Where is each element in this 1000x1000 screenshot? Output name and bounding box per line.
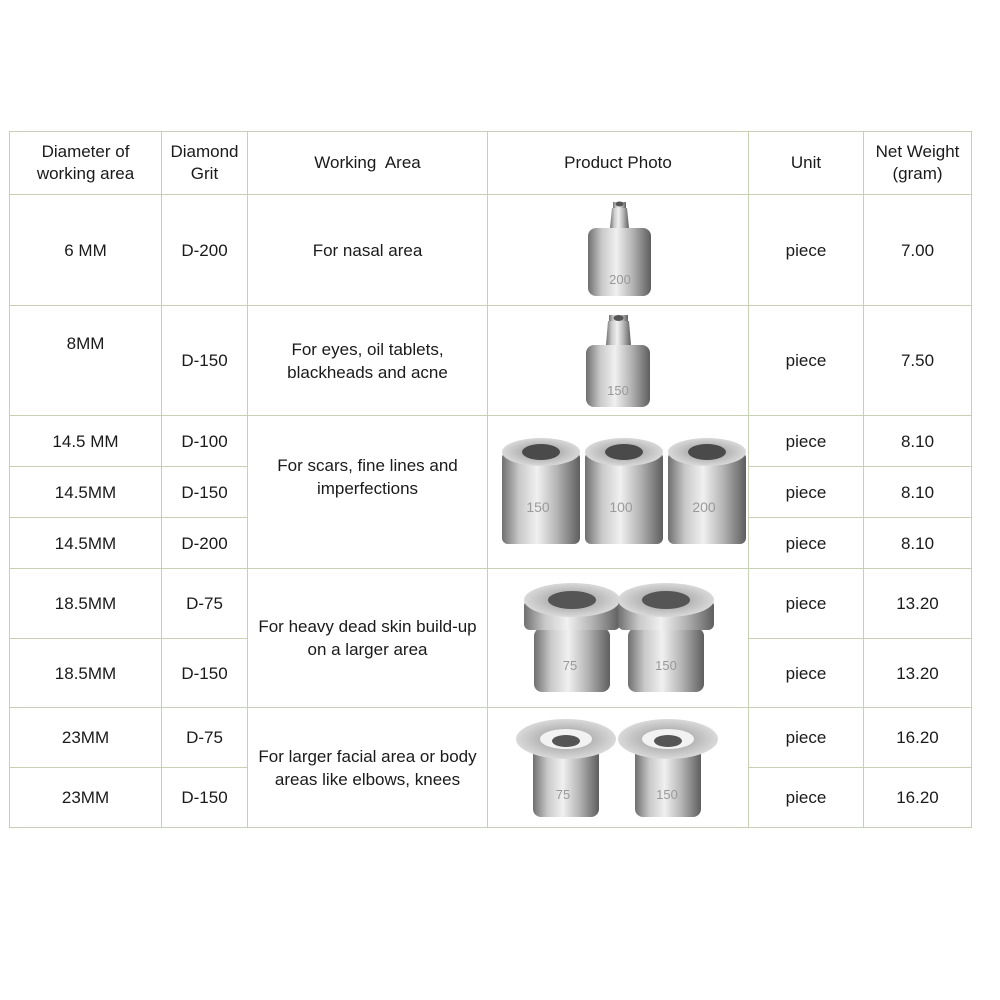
diameter-cell: 18.5MM [10, 569, 162, 639]
table-row [10, 708, 972, 768]
unit-cell: piece [749, 708, 864, 768]
header-net-weight: Net Weight (gram) [864, 132, 972, 195]
weight-cell: 8.10 [864, 416, 972, 467]
product-photo-cell [488, 416, 749, 569]
unit-cell: piece [749, 639, 864, 708]
tips-14-5mm-photo [492, 434, 752, 550]
working-area-cell: For heavy dead skin build-up on a larger area [248, 569, 488, 708]
diameter-cell: 8MM [10, 306, 162, 416]
working-area-cell: For larger facial area or body areas like elbows, knees [248, 708, 488, 828]
header-grit: Diamond Grit [162, 132, 248, 195]
spec-table [9, 131, 972, 828]
diameter-cell: 14.5MM [10, 467, 162, 518]
grit-cell: D-75 [162, 708, 248, 768]
grit-engraving: 150 [526, 499, 550, 515]
grit-cell: D-150 [162, 639, 248, 708]
weight-cell: 7.00 [864, 195, 972, 306]
grit-engraving: 200 [692, 499, 716, 515]
weight-cell: 13.20 [864, 569, 972, 639]
header-row [10, 132, 972, 195]
grit-engraving: 100 [609, 499, 633, 515]
unit-cell: piece [749, 518, 864, 569]
product-photo-cell [488, 708, 749, 828]
unit-cell: piece [749, 768, 864, 828]
table-row [10, 306, 972, 416]
working-area-cell: For eyes, oil tablets, blackheads and acne [248, 306, 488, 416]
header-diameter: Diameter of working area [10, 132, 162, 195]
working-area-cell: For scars, fine lines and imperfections [248, 416, 488, 569]
tips-23mm-photo [513, 713, 723, 823]
product-photo-cell [488, 195, 749, 306]
unit-cell: piece [749, 306, 864, 416]
product-photo-cell [488, 306, 749, 416]
grit-engraving: 200 [609, 272, 631, 287]
diameter-cell: 18.5MM [10, 639, 162, 708]
tips-18-5mm-photo [518, 578, 718, 698]
grit-cell: D-100 [162, 416, 248, 467]
table-row [10, 195, 972, 306]
grit-cell: D-200 [162, 195, 248, 306]
grit-engraving: 75 [555, 786, 571, 802]
grit-cell: D-150 [162, 467, 248, 518]
grit-engraving: 150 [655, 658, 677, 673]
weight-cell: 13.20 [864, 639, 972, 708]
grit-cell: D-200 [162, 518, 248, 569]
weight-cell: 7.50 [864, 306, 972, 416]
weight-cell: 16.20 [864, 708, 972, 768]
unit-cell: piece [749, 569, 864, 639]
grit-cell: D-150 [162, 306, 248, 416]
diameter-cell: 23MM [10, 768, 162, 828]
tip-8mm-photo [558, 311, 678, 411]
grit-cell: D-75 [162, 569, 248, 639]
header-working-area: Working Area [248, 132, 488, 195]
weight-cell: 8.10 [864, 467, 972, 518]
header-product-photo: Product Photo [488, 132, 749, 195]
working-area-cell: For nasal area [248, 195, 488, 306]
diameter-cell: 14.5MM [10, 518, 162, 569]
unit-cell: piece [749, 467, 864, 518]
grit-engraving: 150 [607, 382, 629, 398]
grit-engraving: 150 [656, 786, 678, 802]
grit-engraving: 75 [562, 658, 578, 673]
product-photo-cell [488, 569, 749, 708]
diameter-cell: 23MM [10, 708, 162, 768]
header-unit: Unit [749, 132, 864, 195]
weight-cell: 16.20 [864, 768, 972, 828]
diameter-cell: 6 MM [10, 195, 162, 306]
unit-cell: piece [749, 416, 864, 467]
tip-6mm-photo [558, 198, 678, 302]
unit-cell: piece [749, 195, 864, 306]
weight-cell: 8.10 [864, 518, 972, 569]
diameter-cell: 14.5 MM [10, 416, 162, 467]
table-row [10, 416, 972, 467]
grit-cell: D-150 [162, 768, 248, 828]
table-row [10, 569, 972, 639]
